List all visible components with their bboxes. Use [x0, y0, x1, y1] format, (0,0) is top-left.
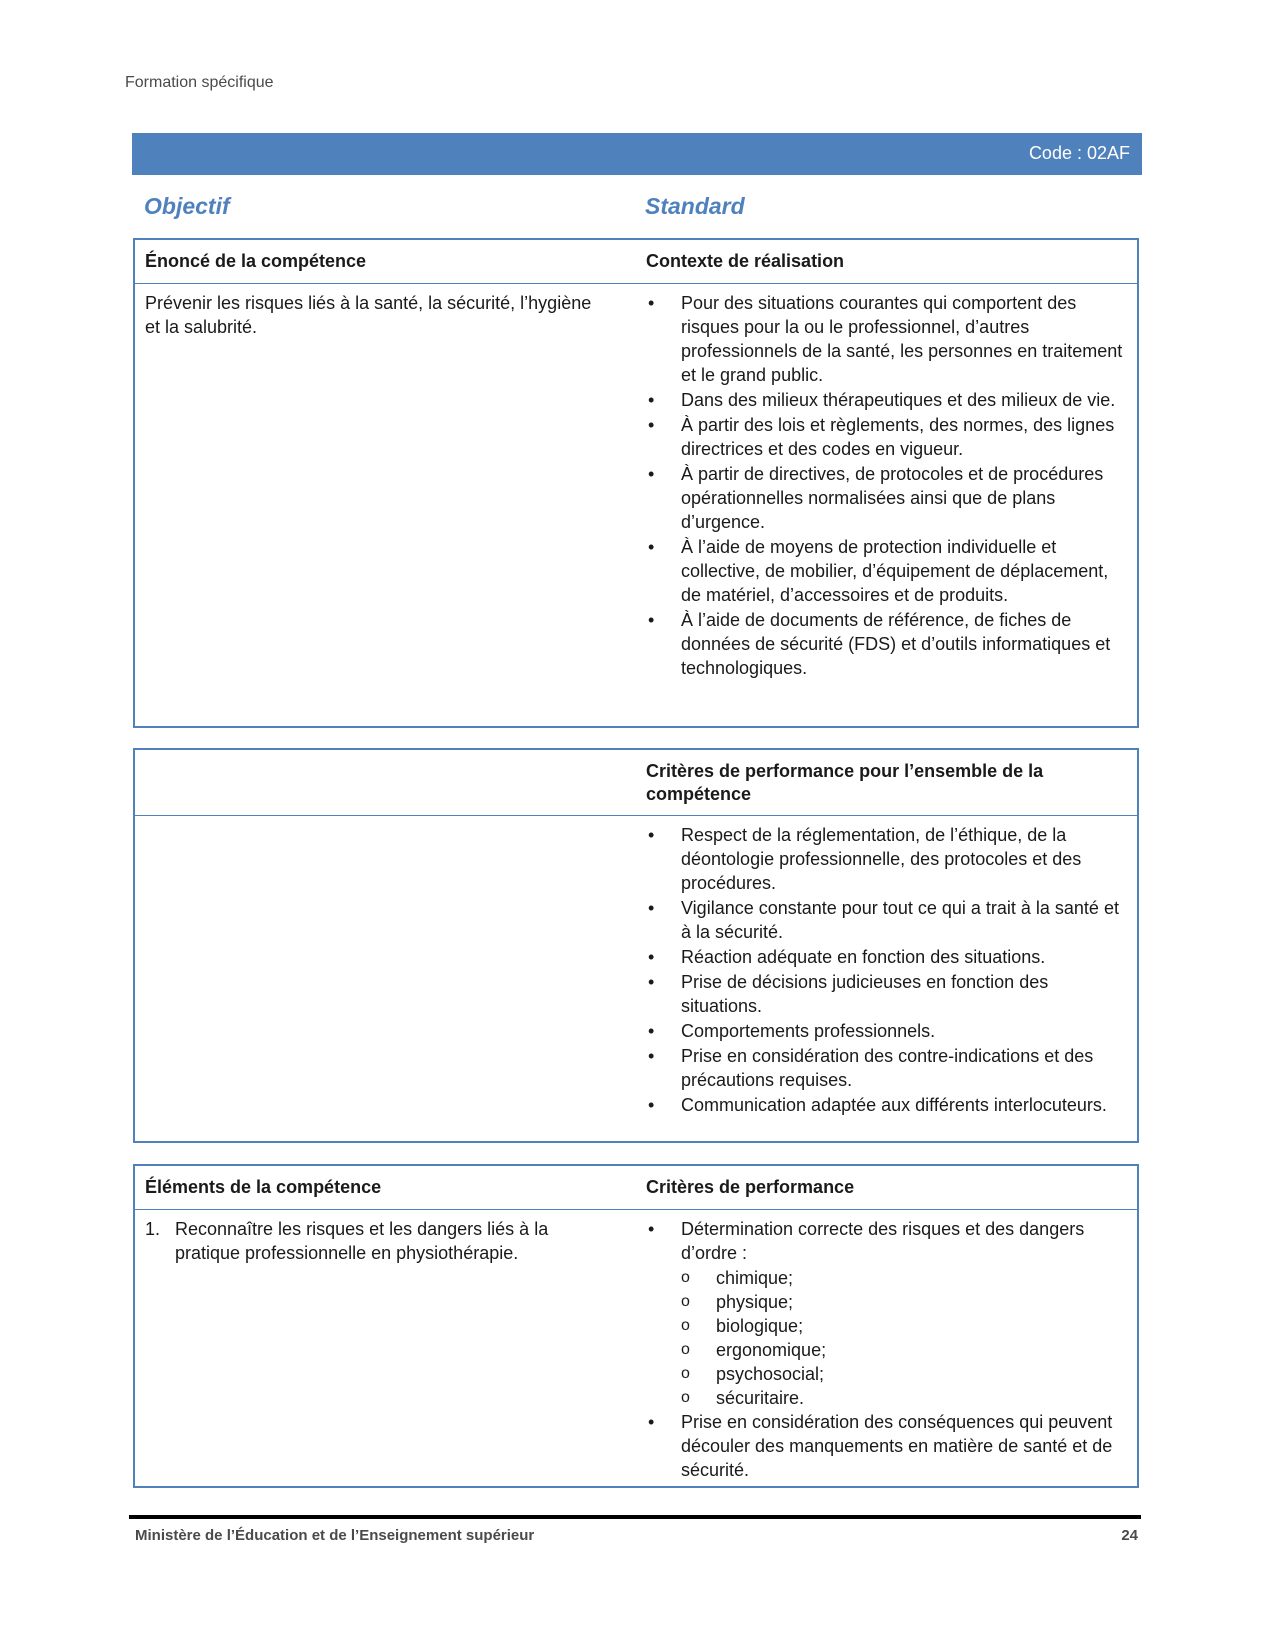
- sub-list-item: o biologique;: [681, 1316, 804, 1336]
- table-header: [135, 750, 1137, 816]
- sub-list-item: o physique;: [681, 1292, 794, 1312]
- circle-bullet-icon: o: [681, 1317, 690, 1334]
- bullet-icon: •: [648, 947, 655, 967]
- bullet-icon: •: [648, 1021, 655, 1041]
- bullet-icon: •: [648, 464, 655, 484]
- bullet-icon: •: [648, 1095, 655, 1115]
- element-text: Reconnaître les risques et les dangers liés à la pratique professionnelle en physiothérapie.: [175, 1219, 549, 1263]
- list-item: • Comportements professionnels.: [648, 1021, 936, 1041]
- competence-table: [133, 238, 1139, 728]
- code-label: Code : 02AF: [1028, 143, 1130, 163]
- circle-bullet-icon: o: [681, 1293, 690, 1310]
- circle-bullet-icon: o: [681, 1269, 690, 1286]
- sub-list-item: o sécuritaire.: [681, 1388, 805, 1408]
- bullet-icon: •: [648, 537, 655, 557]
- elements-table: [133, 1164, 1139, 1488]
- bullet-icon: •: [648, 898, 655, 918]
- circle-bullet-icon: o: [681, 1365, 690, 1382]
- list-item: • Communication adaptée aux différents interlocuteurs.: [648, 1095, 1107, 1115]
- list-item: • Prise en considération des contre-indications et des précautions requises.: [648, 1046, 1094, 1090]
- table-header: [135, 1166, 1137, 1210]
- bullet-icon: •: [648, 1046, 655, 1066]
- criteres-list-2: [646, 1410, 1126, 1482]
- footer-divider: [129, 1515, 1141, 1519]
- sub-list-item: o psychosocial;: [681, 1364, 825, 1384]
- list-item: • Prise de décisions judicieuses en fonction des situations.: [648, 972, 1049, 1016]
- enonce-text: Prévenir les risques liés à la santé, la sécurité, l’hygiène et la salubrité.: [145, 293, 592, 337]
- circle-bullet-icon: o: [681, 1341, 690, 1358]
- footer-ministry: Ministère de l’Éducation et de l’Enseignement supérieur: [135, 1527, 535, 1544]
- criteria-ensemble-table: [133, 748, 1139, 1143]
- bullet-icon: •: [648, 390, 655, 410]
- code-bar: [132, 133, 1142, 175]
- list-item: • À l’aide de moyens de protection individuelle et collective, de mobilier, d’équipement de déplacement, de matériel, d’accessoires et de produits.: [648, 537, 1109, 605]
- page-header: Formation spécifique: [125, 74, 274, 91]
- list-item: • Dans des milieux thérapeutiques et des milieux de vie.: [648, 390, 1116, 410]
- element-number: 1.: [145, 1219, 161, 1239]
- criteres-ensemble-list: [646, 823, 1126, 1117]
- sub-list-item: o ergonomique;: [681, 1340, 827, 1360]
- enonce-header: Énoncé de la compétence: [145, 251, 367, 271]
- list-item: • Prise en considération des conséquences qui peuvent découler des manquements en matière de santé et de sécurité.: [648, 1412, 1113, 1480]
- bullet-icon: •: [648, 415, 655, 435]
- list-item: • À l’aide de documents de référence, de fiches de données de sécurité (FDS) et d’outils informatiques et technologiques.: [648, 610, 1111, 678]
- page-number: 24: [1121, 1527, 1138, 1544]
- list-item: • À partir des lois et règlements, des normes, des lignes directrices et des codes en vigueur.: [648, 415, 1115, 459]
- page-footer: [135, 1527, 1138, 1544]
- list-item: • Réaction adéquate en fonction des situations.: [648, 947, 1046, 967]
- bullet-icon: •: [648, 825, 655, 845]
- sub-list: [646, 1266, 1126, 1410]
- bullet-icon: •: [648, 1219, 655, 1239]
- contexte-list: [646, 291, 1126, 680]
- elements-header: Éléments de la compétence: [145, 1177, 382, 1197]
- bullet-icon: •: [648, 610, 655, 630]
- circle-bullet-icon: o: [681, 1389, 690, 1406]
- list-item: • Respect de la réglementation, de l’éthique, de la déontologie professionnelle, des protocoles et des procédures.: [648, 825, 1082, 893]
- objectif-heading: Objectif: [144, 193, 230, 219]
- standard-heading: Standard: [645, 193, 745, 219]
- element-item: [145, 1217, 595, 1265]
- list-item: • Vigilance constante pour tout ce qui a trait à la santé et à la sécurité.: [648, 898, 1119, 942]
- bullet-icon: •: [648, 972, 655, 992]
- criteres-list: [646, 1217, 1126, 1265]
- bullet-icon: •: [648, 293, 655, 313]
- contexte-header: Contexte de réalisation: [646, 251, 845, 271]
- criteres-ensemble-header: Critères de performance pour l’ensemble de la compétence: [646, 761, 1044, 804]
- list-item: • Détermination correcte des risques et des dangers d’ordre :: [648, 1219, 1085, 1263]
- section-headings: [144, 193, 1144, 223]
- criteres-header: Critères de performance: [646, 1177, 855, 1197]
- list-item: • À partir de directives, de protocoles et de procédures opérationnelles normalisées ainsi que de plans d’urgence.: [648, 464, 1104, 532]
- table-header: [135, 240, 1137, 284]
- sub-list-item: o chimique;: [681, 1268, 794, 1288]
- bullet-icon: •: [648, 1412, 655, 1432]
- list-item: • Pour des situations courantes qui comportent des risques pour la ou le professionnel, d’autres professionnels de la santé, les personnes en traitement et le grand public.: [648, 293, 1123, 385]
